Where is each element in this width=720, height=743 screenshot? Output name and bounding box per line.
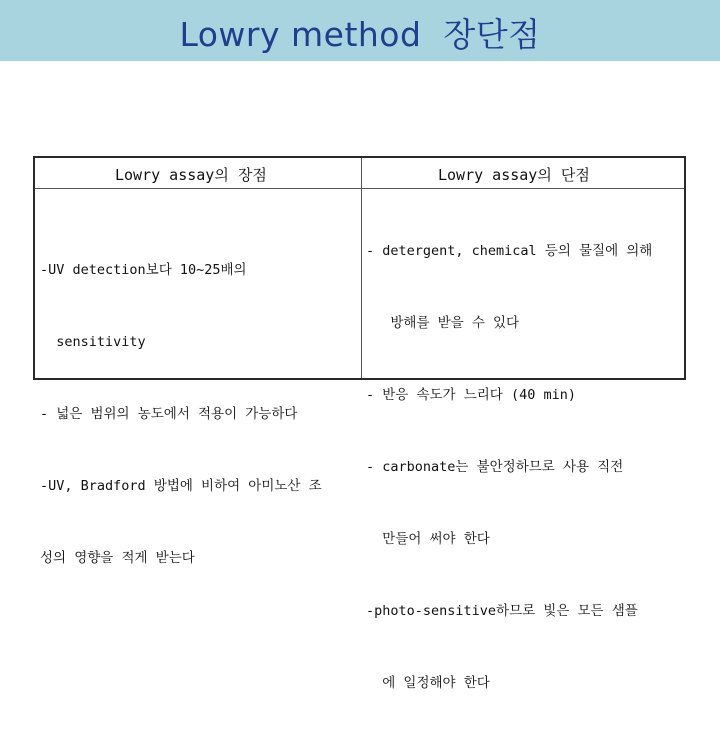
column-divider: [361, 158, 362, 378]
pros-line: sensitivity: [40, 334, 146, 350]
cons-cell: [366, 191, 684, 743]
header-cons: Lowry assay의 단점: [438, 166, 590, 184]
pros-cons-table: [33, 156, 686, 691]
pros-line: 성의 영향을 적게 받는다: [40, 550, 195, 566]
cons-line: - 반응 속도가 느리다 (40 min): [366, 387, 576, 403]
pros-line: - 넓은 범위의 농도에서 적용이 가능하다: [40, 406, 298, 422]
header-pros: Lowry assay의 장점: [115, 166, 267, 184]
cons-line: - carbonate는 불안정하므로 사용 직전: [366, 459, 624, 475]
header-divider: [35, 188, 684, 189]
cons-line: 에 일정해야 한다: [366, 675, 490, 691]
cons-line: - detergent, chemical 등의 물질에 의해: [366, 243, 653, 259]
pros-cell: [40, 210, 358, 618]
pros-line: -UV, Bradford 방법에 비하여 아미노산 조: [40, 478, 322, 494]
cons-line: -photo-sensitive하므로 빛은 모든 샘플: [366, 603, 638, 619]
cons-line: 만들어 써야 한다: [366, 531, 490, 547]
pros-line: -UV detection보다 10~25배의: [40, 262, 247, 278]
slide-title: Lowry method 장단점: [179, 15, 541, 54]
cons-line: 방해를 받을 수 있다: [366, 315, 520, 331]
